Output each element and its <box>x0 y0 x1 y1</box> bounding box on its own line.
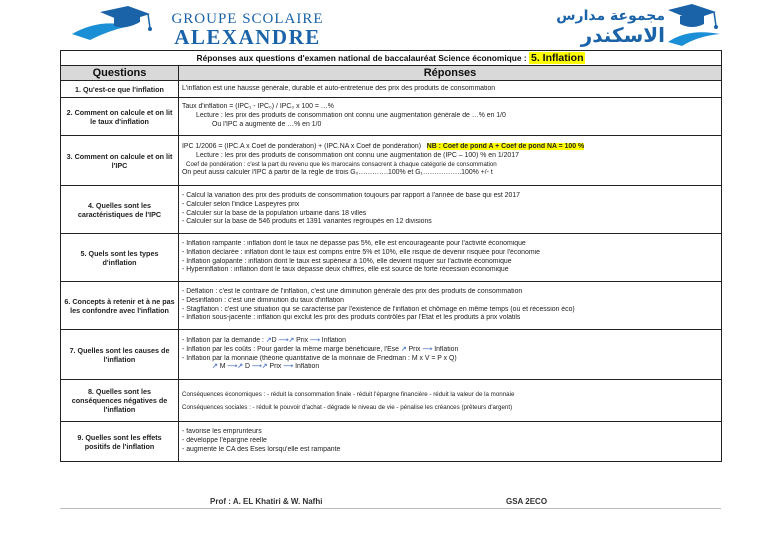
table-row <box>61 234 722 282</box>
cause-demand: - Inflation par la demande : <box>182 337 266 345</box>
arabic-line1: مجموعة مدارس <box>556 8 665 24</box>
answer-cell <box>179 81 722 98</box>
answer-line: - Calculer sur la base de la population urbaine dans 18 villes <box>182 209 367 217</box>
up-arrow-icon: ↗ <box>265 337 272 345</box>
answer-line: - favorise les emprunteurs <box>182 428 262 436</box>
answer-cell <box>179 136 722 186</box>
answer-cell <box>179 380 722 422</box>
right-arrow-icon: ⟶ <box>422 345 433 353</box>
answer-line: - Calculer selon l'indice Laspeyres prix <box>182 200 300 208</box>
footer-divider <box>60 508 721 509</box>
answer-line: Conséquences sociales : - réduit le pouvoir d'achat - dégrade le niveau de vie - pénalise les créances (prêteurs d'argent) <box>182 403 513 411</box>
right-arrow-icon: ⟶ <box>283 363 294 371</box>
answer-line: - Inflation rampante : inflation dont le taux ne dépasse pas 5%, elle est encourageante pour l'activité économique <box>182 240 526 248</box>
brand-line1: GROUPE SCOLAIRE <box>171 11 324 27</box>
answer-cell <box>179 330 722 380</box>
brand-line2: ALEXANDRE <box>174 25 321 49</box>
answer-cell <box>179 234 722 282</box>
answer-cell <box>179 186 722 234</box>
answer-line <box>182 143 718 152</box>
footer-school: GSA 2ECO <box>506 497 548 506</box>
column-header-responses: Réponses <box>179 66 722 81</box>
question-cell: 1. Qu'est-ce que l'inflation <box>61 81 179 98</box>
question-cell: 9. Quelles sont les effets positifs de l'inflation <box>61 422 179 462</box>
question-cell: 7. Quelles sont les causes de l'inflation <box>61 330 179 380</box>
table-row <box>61 98 722 136</box>
answer-line: Lecture : les prix des produits de consommation ont connu une augmentation générale de …% en 1/0 <box>196 112 506 120</box>
nb-note: NB : Coef de pond A + Coef de pond NA = 100 % <box>426 143 585 151</box>
graduation-cap-icon <box>70 4 162 44</box>
question-cell: 2. Comment on calcule et on lit le taux d'inflation <box>61 98 179 136</box>
cause-money-inflation: Inflation <box>295 363 320 371</box>
answer-line: - Stagflation : c'est une situation qui se caractérise par l'existence de l'inflation et chômage en même temps (ou et récession éco) <box>182 305 575 313</box>
up-arrow-icon: ↗ <box>212 363 218 371</box>
table-row <box>61 330 722 380</box>
answer-line: - Calculer sur la base de 546 produits et 1391 variantes regroupés en 12 divisions <box>182 218 432 226</box>
cause-costs-inflation: Inflation <box>434 345 459 353</box>
right-arrow-icon: ⟶ <box>309 337 320 345</box>
question-cell: 4. Quelles sont les caractéristiques de l'IPC <box>61 186 179 234</box>
cause-money-d: D <box>244 363 250 371</box>
cause-costs-prix: Prix <box>408 345 421 353</box>
answer-line: - augmente le CA des Eses lorsqu'elle est rampante <box>182 445 341 453</box>
question-cell: 6. Concepts à retenir et à ne pas les confondre avec l'inflation <box>61 282 179 330</box>
cause-money-m: M <box>219 363 226 371</box>
arabic-line2: الاسكندر <box>580 23 665 47</box>
answer-line: - Désinflation : c'est une diminution du taux d'inflation <box>182 296 344 304</box>
answer-line: - Calcul la variation des prix des produits de consommation toujours par rapport à l'année de base qui est 2017 <box>182 192 521 200</box>
page-header <box>0 0 768 50</box>
right-arrow-icon: ⟶ <box>251 363 262 371</box>
answer-line: - Inflation déclarée : inflation dont le taux est compris entre 5% et 10%, elle risque de devenir risquée pour l'économie <box>182 248 540 256</box>
table-title <box>61 51 722 66</box>
answer-line: Coef de pondération : c'est la part du revenu que les marocains consacrent à chaque catégorie de consommation <box>186 160 497 168</box>
up-arrow-icon: ↗ <box>237 363 244 371</box>
graduation-cap-icon <box>664 4 722 46</box>
table-row <box>61 81 722 98</box>
answer-cell <box>179 422 722 462</box>
answer-line <box>182 346 718 355</box>
question-cell: 5. Quels sont les types d'inflation <box>61 234 179 282</box>
answer-cell <box>179 282 722 330</box>
table-row <box>61 282 722 330</box>
column-header-questions: Questions <box>61 66 179 81</box>
answer-line: - Inflation galopante : inflation dont le taux est supérieur à 10%, elle devient risquer sur l'activité économique <box>182 257 512 265</box>
answer-line <box>182 363 718 372</box>
title-highlight: 5. Inflation <box>530 52 584 64</box>
answer-cell <box>179 98 722 136</box>
answer-line: Conséquences économiques : - réduit la consommation finale - réduit l'épargne financière - réduit la valeur de la monnaie <box>182 390 515 398</box>
answer-line: Lecture : les prix des produits de consommation ont connu une augmentation de (IPC – 100) % en 1/2017 <box>196 151 519 159</box>
cause-costs: - Inflation par les coûts : Pour garder la même marge bénéficiaire, l'Ese <box>182 345 399 353</box>
answer-line <box>182 337 718 346</box>
brand-name-arabic <box>505 8 665 46</box>
question-cell: 8. Quelles sont les conséquences négatives de l'inflation <box>61 380 179 422</box>
brand-name <box>160 12 335 47</box>
title-text: Réponses aux questions d'examen national de baccalauréat Science économique : <box>196 53 529 63</box>
up-arrow-icon: ↗ <box>288 337 295 345</box>
question-cell: 3. Comment on calcule et on lit l'IPC <box>61 136 179 186</box>
footer-authors: Prof : A. EL Khatiri & W. Nafhi <box>210 497 323 506</box>
cause-demand-inflation: Inflation <box>321 337 346 345</box>
up-arrow-icon: ↗ <box>261 363 268 371</box>
cause-money-prix: Prix <box>269 363 282 371</box>
answer-line: Taux d'inflation = (IPC₁ - IPC₀) / IPC₀ x 100 = …% <box>182 103 334 111</box>
table-row <box>61 422 722 462</box>
answer-line: - développe l'épargne réelle <box>182 437 267 445</box>
cause-demand-prix: Prix <box>296 337 309 345</box>
answer-line: - Inflation par la monnaie (théorie quantitative de la monnaie de Friedman : M x V = P x Q) <box>182 354 457 362</box>
table-row <box>61 186 722 234</box>
right-arrow-icon: ⟶ <box>278 337 289 345</box>
right-arrow-icon: ⟶ <box>227 363 238 371</box>
table-row <box>61 136 722 186</box>
answer-line: On peut aussi calculer l'IPC à partir de la règle de trois G₀………….100% et G₁……………..100% +/- t <box>182 169 493 177</box>
qa-table <box>60 50 722 462</box>
up-arrow-icon: ↗ <box>400 345 407 353</box>
answer-line: - Inflation sous-jacente : inflation qui exclut les prix des produits contrôlés par l'État et les produits à prix volatils <box>182 314 521 322</box>
answer-line: L'inflation est une hausse générale, durable et auto-entretenue des prix des produits de consommation <box>182 84 496 92</box>
cause-demand-d: D <box>271 337 277 345</box>
ipc-formula: IPC 1/2006 = (IPC.A x Coef de pondération) + (IPC.NA x Coef de pondération) <box>182 143 422 151</box>
table-row <box>61 380 722 422</box>
answer-line: - Hyperinflation : inflation dont le taux dépasse deux chiffres, elle est source de forte récession économique <box>182 266 509 274</box>
answer-line: Ou l'IPC a augmenté de …% en 1/0 <box>212 120 322 128</box>
answer-line: - Déflation : c'est le contraire de l'inflation, c'est une diminution générale des prix des produits de consommation <box>182 288 523 296</box>
